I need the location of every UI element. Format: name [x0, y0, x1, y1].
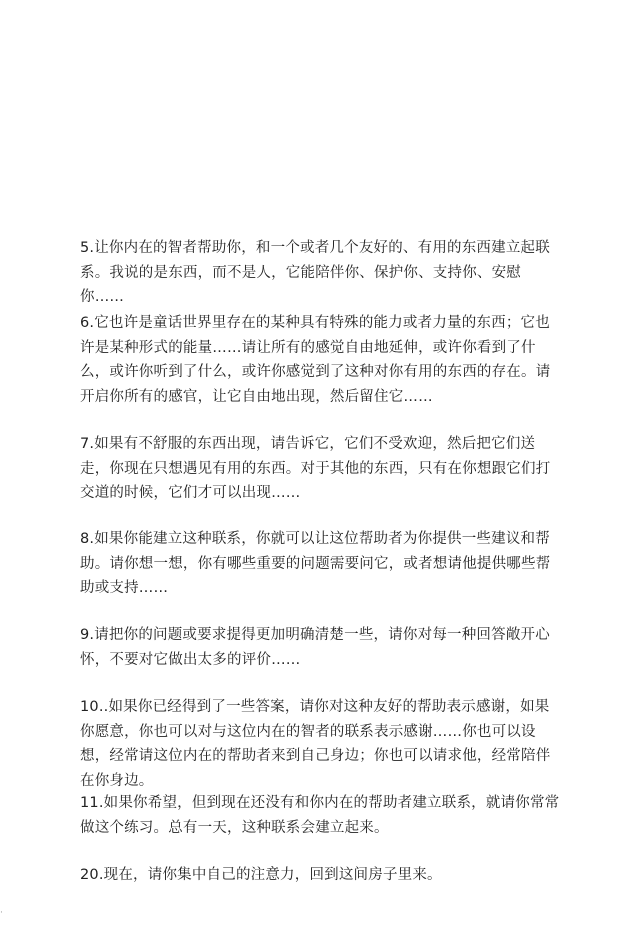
edge-mark-icon: · [0, 908, 3, 918]
paragraph-step-5: 5.让你内在的智者帮助你，和一个或者几个友好的、有用的东西建立起联系。我说的是东西，而不是人，它能陪伴你、保护你、支持你、安慰你…… [80, 240, 550, 305]
paragraph-step-7: 7.如果有不舒服的东西出现，请告诉它，它们不受欢迎，然后把它们送走，你现在只想遇见有用的东西。对于其他的东西，只有在你想跟它们打交道的时候，它们才可以出现…… [80, 436, 551, 501]
paragraph-step-8: 8.如果你能建立这种联系，你就可以让这位帮助者为你提供一些建议和帮助。请你想一想，你有哪些重要的问题需要问它，或者想请他提供哪些帮助或支持…… [80, 531, 551, 596]
paragraph-step-10: 10..如果你已经得到了一些答案，请你对这种友好的帮助表示感谢，如果你愿意，你也可以对与这位内在的智者的联系表示感谢……你也可以设想，经常请这位内在的帮助者来到自己身边；你也可以请求他，经常陪伴在你身边。 [80, 699, 551, 789]
paragraph-step-9: 9.请把你的问题或要求提得更加明确清楚一些，请你对每一种回答敞开心怀，不要对它做出太多的评价…… [80, 627, 550, 668]
paragraph-step-20: 20.现在，请你集中自己的注意力，回到这间房子里来。 [80, 867, 442, 883]
paragraph-step-6: 6.它也许是童话世界里存在的某种具有特殊的能力或者力量的东西；它也许是某种形式的能量……请让所有的感觉自由地延伸，或许你看到了什么，或许你听到了什么，或许你感觉到了这种对你有用的东西的存在。请开启你所有的感官，让它自由地出现，然后留住它…… [80, 315, 551, 405]
paragraph-step-11: 11.如果你希望，但到现在还没有和你内在的帮助者建立联系，就请你常常做这个练习。总有一天，这种联系会建立起来。 [80, 795, 560, 836]
